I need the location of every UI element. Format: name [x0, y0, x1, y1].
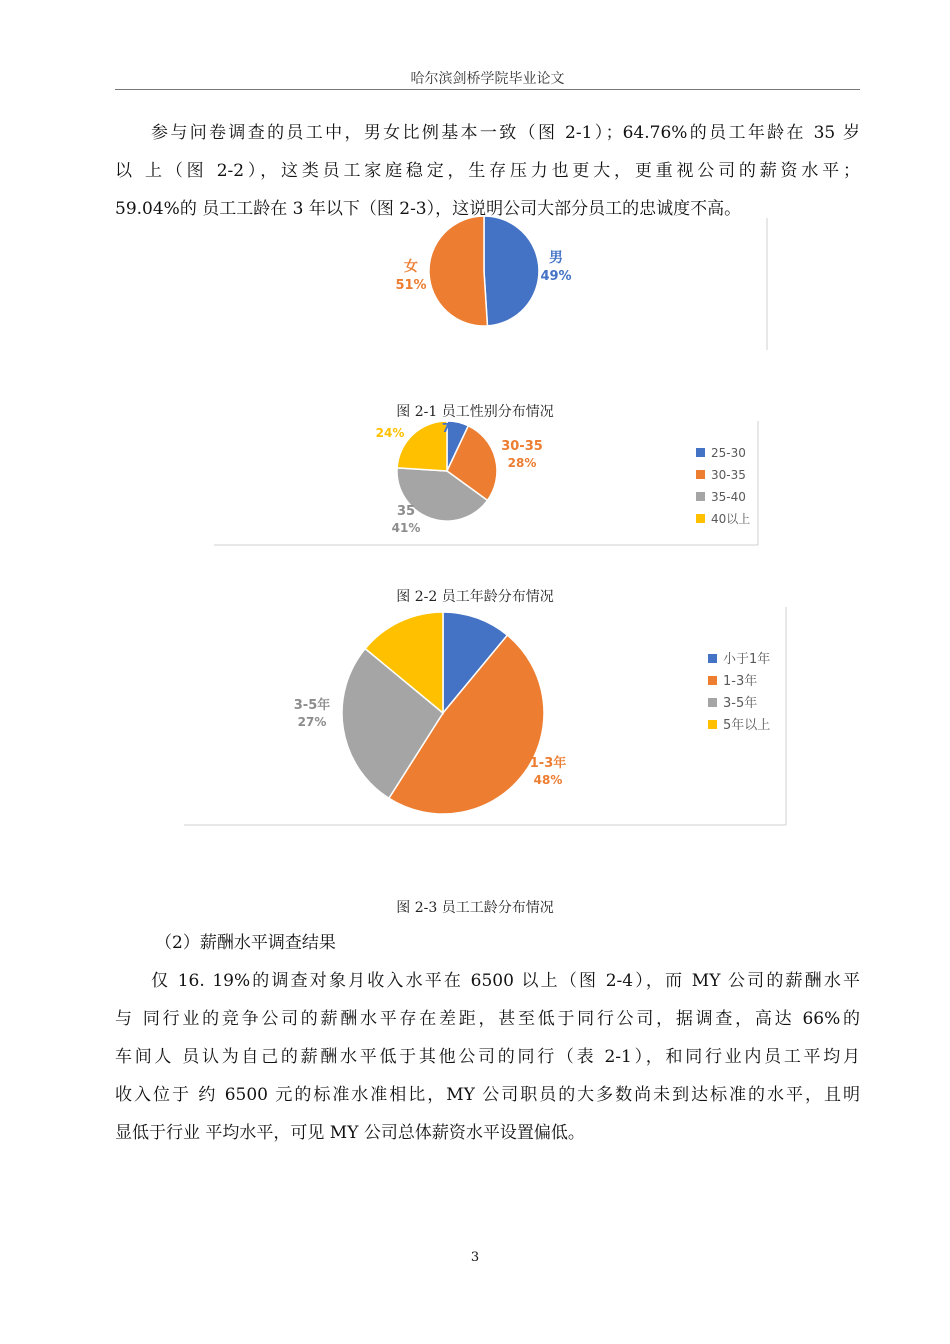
- legend-swatch-1-1: [696, 470, 705, 479]
- gender-pie-chart: [380, 214, 780, 354]
- legend-label-1-1: 30-35: [711, 468, 746, 482]
- data-label-value-2-0: 27%: [297, 715, 327, 729]
- paragraph-line: 与 同行业的竞争公司的薪酬水平存在差距，甚至低于同行公司，据调查，高达 66%的: [115, 1009, 860, 1029]
- figure-caption-2-3: 图 2-3 员工工龄分布情况: [396, 900, 554, 916]
- legend-label-1-3: 40以上: [711, 512, 751, 526]
- paragraph-line: 收入位于 约 6500 元的标准水准相比，MY 公司职员的大多数尚未到达标准的水平，且明: [115, 1085, 860, 1105]
- paragraph-salary-survey: [115, 962, 860, 1152]
- paragraph-line: 车间人 员认为自己的薪酬水平低于其他公司的同行（表 2-1），和同行业内员工平均月: [115, 1047, 860, 1067]
- legend-label-1-0: 25-30: [711, 446, 746, 460]
- legend-swatch-1-0: [696, 448, 705, 457]
- header-rule: [115, 89, 860, 90]
- legend-swatch-1-3: [696, 514, 705, 523]
- data-label-value-1-0: 7%: [441, 421, 463, 435]
- data-label-value-1-1: 28%: [507, 456, 537, 470]
- data-label-name-2-0: 3-5年: [293, 698, 331, 713]
- legend-label-2-3: 5年以上: [723, 718, 771, 733]
- data-label-value-0-1: 51%: [395, 278, 427, 293]
- section-subheading: （2）薪酬水平调查结果: [155, 933, 336, 953]
- data-label-value-0-0: 49%: [540, 269, 572, 284]
- data-label-name-0-0: 男: [549, 250, 563, 266]
- legend-swatch-2-0: [708, 654, 717, 663]
- legend-swatch-2-1: [708, 676, 717, 685]
- legend-label-2-0: 小于1年: [723, 652, 771, 667]
- page-number: 3: [470, 1250, 480, 1265]
- legend-label-2-1: 1-3年: [723, 674, 758, 689]
- data-label-value-1-3: 24%: [375, 426, 405, 440]
- age-pie-chart: [210, 417, 762, 547]
- figure-caption-2-2: 图 2-2 员工年龄分布情况: [396, 589, 554, 605]
- paragraph-line: 59.04%的 员工工龄在 3 年以下（图 2-3），这说明公司大部分员工的忠诚度不高。: [115, 199, 742, 219]
- page-header-title: 哈尔滨剑桥学院毕业论文: [410, 71, 565, 87]
- data-label-name-2-1: 1-3年: [529, 756, 567, 771]
- legend-swatch-2-3: [708, 720, 717, 729]
- data-label-name-0-1: 女: [404, 259, 418, 275]
- legend-swatch-1-2: [696, 492, 705, 501]
- pie-slice-1-3: [397, 421, 447, 471]
- legend-label-2-2: 3-5年: [723, 696, 758, 711]
- legend-swatch-2-2: [708, 698, 717, 707]
- data-label-value-2-1: 48%: [533, 773, 563, 787]
- paragraph-line: 显低于行业 平均水平，可见 MY 公司总体薪资水平设置偏低。: [115, 1123, 585, 1143]
- legend-label-1-2: 35-40: [711, 490, 746, 504]
- data-label-name-1-2: 35: [396, 504, 416, 519]
- paragraph-line: 以 上（图 2-2），这类员工家庭稳定，生存压力也更大，更重视公司的薪资水平；: [115, 161, 860, 181]
- data-label-value-1-2: 41%: [391, 521, 421, 535]
- paragraph-survey-demographics: [115, 114, 860, 228]
- pie-slice-0-0: [484, 216, 539, 326]
- paragraph-line: 参与问卷调查的员工中，男女比例基本一致（图 2-1）；64.76%的员工年龄在 35 岁: [151, 123, 860, 143]
- paragraph-line: 仅 16. 19%的调查对象月收入水平在 6500 以上（图 2-4），而 MY 公司的薪酬水平: [151, 971, 860, 991]
- tenure-pie-chart: [180, 603, 790, 829]
- data-label-name-1-1: 30-35: [501, 439, 543, 454]
- figure-caption-2-1: 图 2-1 员工性别分布情况: [396, 404, 554, 420]
- pie-slice-0-1: [429, 216, 487, 326]
